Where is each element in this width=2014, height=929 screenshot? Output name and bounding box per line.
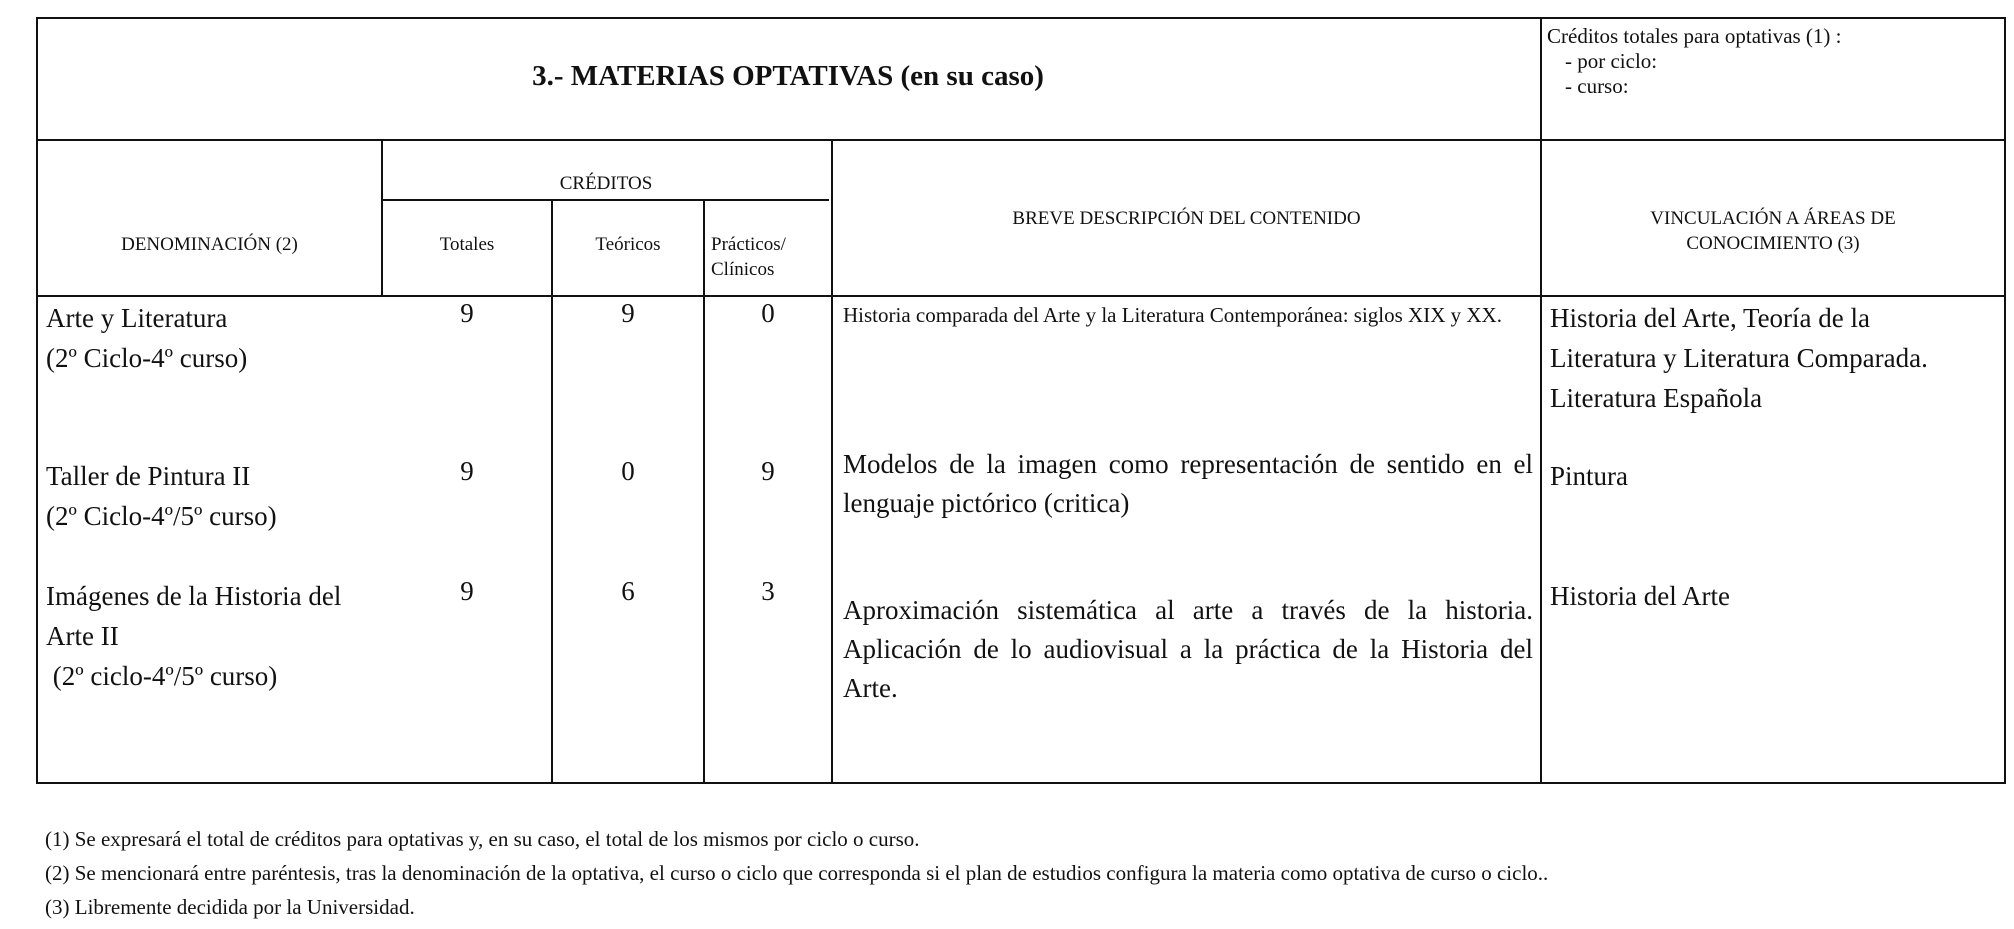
- credits-total-heading: Créditos totales para optativas (1) :: [1547, 24, 1842, 48]
- row1-areas: [1550, 298, 1928, 418]
- header-practicos-line2: Clínicos: [711, 259, 775, 280]
- footnote-2: (2) Se mencionará entre paréntesis, tras la denominación de la optativa, el curso o ciclo que corresponda si el plan de estudios configura la materia como optativa de curso o ciclo..: [45, 861, 1549, 885]
- row1-areas-line3: Literatura Española: [1550, 383, 1763, 413]
- row3-areas: [1550, 576, 1730, 616]
- rule: [551, 199, 553, 784]
- credits-per-course: - curso:: [1565, 74, 1629, 98]
- row3-totales: 9: [460, 576, 474, 606]
- rule: [36, 139, 2006, 141]
- row3-name: [46, 576, 341, 696]
- credits-total-box: [1547, 24, 1842, 99]
- footnote-1: (1) Se expresará el total de créditos para optativas y, en su caso, el total de los mismos por ciclo o curso.: [45, 827, 920, 851]
- rule: [703, 199, 705, 784]
- row2-practicos: 9: [761, 456, 775, 486]
- header-creditos: CRÉDITOS: [559, 173, 653, 194]
- row3-name-line2: Arte II: [46, 621, 119, 651]
- row2-description: Modelos de la imagen como representación de sentido en el lenguaje pictórico (critica): [843, 449, 1533, 518]
- row1-teoricos: 9: [621, 298, 635, 328]
- row1-name-line2: (2º Ciclo-4º curso): [46, 343, 248, 373]
- row3-practicos: 3: [761, 576, 775, 606]
- rule: [2004, 17, 2006, 784]
- row1-name: [46, 298, 247, 378]
- header-denominacion: DENOMINACIÓN (2): [121, 234, 298, 255]
- row3-teoricos: 6: [621, 576, 635, 606]
- row2-areas: [1550, 456, 1628, 496]
- row2-name-line1: Taller de Pintura II: [46, 461, 251, 491]
- row2-teoricos: 0: [621, 456, 635, 486]
- row1-description: Historia comparada del Arte y la Literatura Contemporánea: siglos XIX y XX.: [843, 303, 1502, 327]
- header-teoricos: Teóricos: [595, 234, 661, 255]
- row1-practicos: 0: [761, 298, 775, 328]
- rule: [36, 17, 38, 784]
- row3-areas-line1: Historia del Arte: [1550, 581, 1730, 611]
- row2-areas-line1: Pintura: [1550, 461, 1628, 491]
- rule: [381, 139, 383, 297]
- credits-per-cycle: - por ciclo:: [1565, 49, 1658, 73]
- rule: [383, 199, 829, 201]
- rule: [1540, 17, 1542, 784]
- row3-name-line1: Imágenes de la Historia del: [46, 581, 342, 611]
- header-vinculacion-line1: VINCULACIÓN A ÁREAS DE: [1650, 208, 1896, 229]
- header-totales: Totales: [439, 234, 495, 255]
- row1-areas-line1: Historia del Arte, Teoría de la: [1550, 303, 1871, 333]
- row3-description: Aproximación sistemática al arte a través de la historia. Aplicación de lo audiovisual a la práctica de la Historia del Arte.: [843, 595, 1533, 703]
- row1-areas-line2: Literatura y Literatura Comparada.: [1550, 343, 1928, 373]
- row2-name-line2: (2º Ciclo-4º/5º curso): [46, 501, 277, 531]
- row2-name: [46, 456, 277, 536]
- row2-totales: 9: [460, 456, 474, 486]
- row3-name-line3: (2º ciclo-4º/5º curso): [46, 661, 278, 691]
- header-practicos-line1: Prácticos/: [711, 234, 786, 255]
- header-descripcion: BREVE DESCRIPCIÓN DEL CONTENIDO: [1012, 208, 1361, 229]
- rule: [36, 295, 2006, 297]
- row1-name-line1: Arte y Literatura: [46, 303, 228, 333]
- row1-totales: 9: [460, 298, 474, 328]
- header-vinculacion: [1542, 206, 2004, 256]
- footnote-3: (3) Libremente decidida por la Universidad.: [45, 895, 415, 919]
- rule: [36, 782, 2006, 784]
- header-vinculacion-line2: CONOCIMIENTO (3): [1686, 233, 1860, 254]
- section-title: 3.- MATERIAS OPTATIVAS (en su caso): [532, 60, 1044, 92]
- rule: [36, 17, 2006, 19]
- header-practicos: [705, 232, 837, 282]
